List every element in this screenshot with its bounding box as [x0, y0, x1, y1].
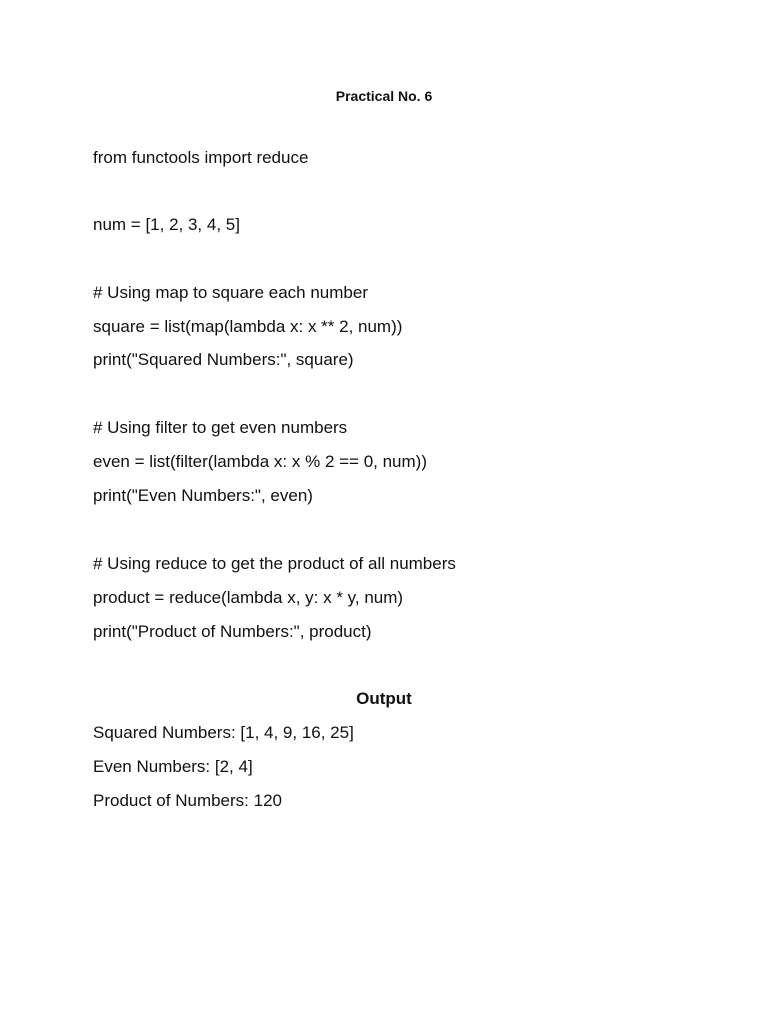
code-comment-filter: # Using filter to get even numbers: [93, 418, 348, 437]
code-comment-reduce: # Using reduce to get the product of all numbers: [93, 554, 456, 573]
output-line-even: Even Numbers: [2, 4]: [93, 757, 253, 776]
page-title: Practical No. 6: [335, 88, 433, 104]
code-line-print-square: print("Squared Numbers:", square): [93, 350, 354, 369]
code-comment-map: # Using map to square each number: [93, 283, 368, 302]
output-line-product: Product of Numbers: 120: [93, 791, 282, 810]
code-line-num-list: num = [1, 2, 3, 4, 5]: [93, 215, 240, 234]
code-line-square: square = list(map(lambda x: x ** 2, num)): [93, 317, 403, 336]
code-line-print-product: print("Product of Numbers:", product): [93, 622, 372, 641]
code-line-product: product = reduce(lambda x, y: x * y, num): [93, 588, 404, 607]
output-heading: Output: [356, 689, 412, 708]
code-line-import: from functools import reduce: [93, 148, 309, 167]
code-line-print-even: print("Even Numbers:", even): [93, 486, 313, 505]
output-line-squared: Squared Numbers: [1, 4, 9, 16, 25]: [93, 723, 354, 742]
code-line-even: even = list(filter(lambda x: x % 2 == 0, num)): [93, 452, 427, 471]
